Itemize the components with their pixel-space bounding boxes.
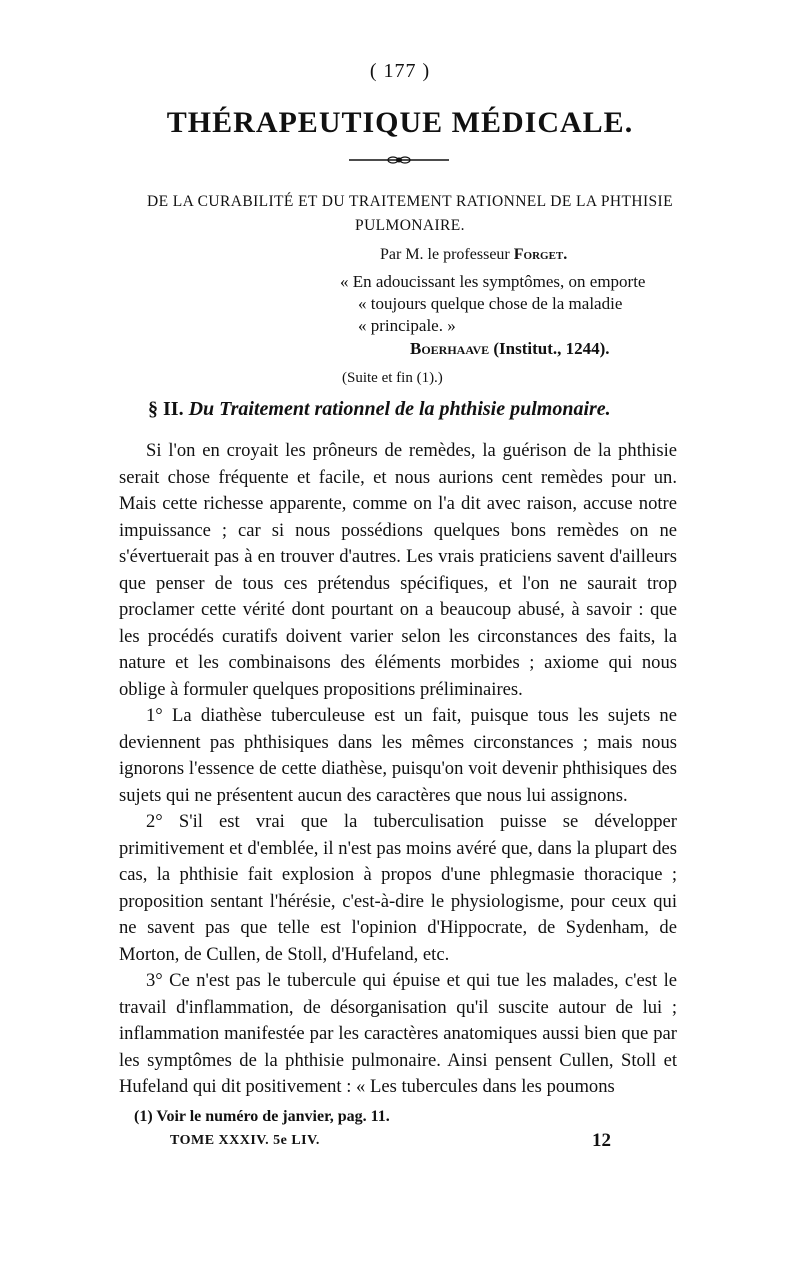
- body-text: [119, 438, 677, 1101]
- byline: [380, 246, 567, 264]
- paragraph: 1° La diathèse tuberculeuse est un fait, puisque tous les sujets ne deviennent pas phthisiques dans les mêmes circonstances ; mais nous ignorons l'essence de cette diathèse, puisqu'on voit devenir phthisiques des sujets qui ne présentent aucun des caractères que nous lui assignons.: [119, 705, 677, 806]
- paragraph: 2° S'il est vrai que la tuberculisation puisse se développer primitivement et d'emblée, il n'est pas moins avéré que, dans la plupart des cas, la phthisie fait explosion à propos d'une phlegmasie thoracique ; proposition sentant l'hérésie, c'est-à-dire le physiologisme, pour ceux qui ne savent pas que telle est l'opinion d'Hippocrate, de Sydenham, de Morton, de Cullen, de Stoll, d'Hufeland, etc.: [119, 811, 677, 965]
- signature-number: 12: [592, 1130, 611, 1151]
- footnote: (1) Voir le numéro de janvier, pag. 11.: [134, 1108, 390, 1125]
- section-title: THÉRAPEUTIQUE MÉDICALE.: [166, 106, 634, 139]
- byline-prefix: Par M. le professeur: [380, 246, 510, 263]
- epigraph: [340, 271, 680, 337]
- continued-note: (Suite et fin (1).): [342, 370, 443, 386]
- paragraph: 3° Ce n'est pas le tubercule qui épuise et qui tue les malades, c'est le travail d'inflammation, de désorganisation qu'il suscite autour de lui ; inflammation manifestée par les caractères anatomiques aussi bien que par les symptômes de la phthisie pulmonaire. Ainsi pensent Cullen, Stoll et Hufeland qui dit positivement : « Les tubercules dans les poumons: [119, 970, 677, 1097]
- subsection-number: § II.: [148, 398, 184, 420]
- ornament-rule: [349, 156, 449, 164]
- attribution-author: Boerhaave: [410, 339, 490, 358]
- subsection-heading: [148, 398, 611, 421]
- epigraph-line: « principale. »: [358, 316, 456, 335]
- epigraph-line: « En adoucissant les symptômes, on emporte: [340, 272, 646, 291]
- subsection-title: Du Traitement rationnel de la phthisie pulmonaire.: [188, 398, 611, 420]
- paragraph: Si l'on en croyait les prôneurs de remèdes, la guérison de la phthisie serait chose fréquente et facile, et nous aurions cent remèdes pour un. Mais cette richesse apparente, comme on l'a dit avec raison, accuse notre impuissance ; car si nous possédions quelques bons remèdes on ne s'évertuerait pas à en trouver d'autres. Les vrais praticiens savent d'ailleurs que penser de tous ces prétendus spécifiques, et l'on ne saurait trop proclamer cette vérité dont pourtant on a beaucoup abusé, à savoir : que les procédés curatifs doivent varier selon les circonstances des faits, la nature et les combinaisons des éléments morbides ; axiome qui nous oblige à formuler quelques propositions préliminaires.: [119, 440, 677, 700]
- epigraph-line: « toujours quelque chose de la maladie: [358, 294, 623, 313]
- author-name: Forget.: [513, 246, 568, 263]
- attribution-work: (Institut., 1244).: [493, 339, 610, 358]
- article-title: DE LA CURABILITÉ ET DU TRAITEMENT RATIONNEL DE LA PHTHISIE PULMONAIRE.: [147, 193, 673, 234]
- page-number: ( 177 ): [369, 60, 431, 82]
- signature-label: TOME XXXIV. 5e LIV.: [170, 1133, 320, 1148]
- epigraph-attribution: [410, 339, 610, 359]
